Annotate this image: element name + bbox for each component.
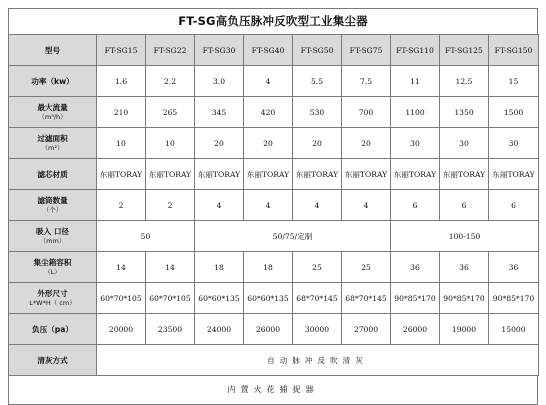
row-label-cleaning [9, 345, 97, 376]
row-label-pressure [9, 314, 97, 345]
table-cell: 1.6 [97, 66, 146, 97]
table-cell: 15 [489, 66, 539, 97]
table-cell: 100-150 [391, 221, 539, 252]
table-cell: 14 [97, 252, 146, 283]
table-cell: 4 [244, 66, 293, 97]
table-cell: 2.2 [146, 66, 195, 97]
label-text: 最大流量 [37, 103, 68, 112]
table-cell: 25 [293, 252, 342, 283]
spec-sheet [8, 8, 538, 405]
table-cell: 6 [391, 190, 440, 221]
table-cell: 20 [342, 128, 391, 159]
table-cell: FT-SG40 [244, 35, 293, 66]
table-cell: 27000 [342, 314, 391, 345]
table-cell: 15000 [489, 314, 539, 345]
label-text: 负压（pa） [32, 324, 73, 334]
table-cell: 2 [146, 190, 195, 221]
table-cell: 50 [97, 221, 195, 252]
table-row-flow [9, 97, 539, 128]
table-cell: 东丽TORAY [195, 159, 244, 190]
table-cell: FT-SG50 [293, 35, 342, 66]
table-cell: 14 [146, 252, 195, 283]
table-cell: 36 [489, 252, 539, 283]
table-cell: 4 [293, 190, 342, 221]
label-unit: （L） [44, 268, 61, 276]
table-cell: FT-SG75 [342, 35, 391, 66]
table-cell: 30 [440, 128, 489, 159]
table-row-filter-count [9, 190, 539, 221]
table-cell: 18 [195, 252, 244, 283]
table-cell: 18 [244, 252, 293, 283]
label-text: 滤筒数量 [37, 196, 68, 205]
label-unit: （m²） [41, 144, 64, 152]
table-cell: 4 [244, 190, 293, 221]
table-cell: 265 [146, 97, 195, 128]
table-row-filter-area [9, 128, 539, 159]
table-cell: FT-SG150 [489, 35, 539, 66]
table-cell: 68*70*145 [293, 283, 342, 314]
table-cell: 11 [391, 66, 440, 97]
row-label-flow [9, 97, 97, 128]
table-cell: 90*85*170 [489, 283, 539, 314]
table-cell: 10 [146, 128, 195, 159]
table-cell: FT-SG30 [195, 35, 244, 66]
table-cell: 36 [391, 252, 440, 283]
label-text: 集尘箱容积 [33, 258, 72, 267]
label-text: 外形尺寸 [37, 289, 68, 298]
footer-note: 内置火花捕捉器 [8, 376, 538, 405]
row-label-inlet [9, 221, 97, 252]
label-text: 吸入 口径 [35, 227, 70, 236]
table-cell: 东丽TORAY [342, 159, 391, 190]
table-cell: 60*70*105 [97, 283, 146, 314]
table-cell: 1500 [489, 97, 539, 128]
table-cell: 东丽TORAY [293, 159, 342, 190]
label-text: 功率（kw） [31, 76, 74, 86]
table-cell: 东丽TORAY [440, 159, 489, 190]
table-cell: 20 [244, 128, 293, 159]
table-cell: 30 [391, 128, 440, 159]
table-cell: FT-SG125 [440, 35, 489, 66]
table-cell: FT-SG15 [97, 35, 146, 66]
label-unit: L*W*H（ cm） [29, 299, 76, 307]
table-cell: FT-SG110 [391, 35, 440, 66]
table-row-cleaning [9, 345, 539, 376]
table-cell: 1350 [440, 97, 489, 128]
table-cell: 60*60*135 [244, 283, 293, 314]
row-label-filter-count [9, 190, 97, 221]
row-label-model [9, 35, 97, 66]
table-cell: 30000 [293, 314, 342, 345]
table-cell: 5.5 [293, 66, 342, 97]
table-cell: 26000 [391, 314, 440, 345]
row-label-bin [9, 252, 97, 283]
table-cell: 4 [342, 190, 391, 221]
table-cell: 530 [293, 97, 342, 128]
table-cell: 420 [244, 97, 293, 128]
table-cell: 1100 [391, 97, 440, 128]
label-text: 型号 [44, 45, 61, 55]
label-text: 滤芯材质 [37, 169, 68, 179]
label-text: 清灰方式 [37, 355, 68, 365]
row-label-filter-material [9, 159, 97, 190]
table-cell: 68*70*145 [342, 283, 391, 314]
table-row-pressure [9, 314, 539, 345]
table-cell: 26000 [244, 314, 293, 345]
label-unit: （m³/h） [38, 113, 67, 121]
table-row-filter-material [9, 159, 539, 190]
row-label-power [9, 66, 97, 97]
table-cell: 10 [97, 128, 146, 159]
table-cell: 4 [195, 190, 244, 221]
table-cell: 50/75/定制 [195, 221, 391, 252]
table-cell: 20 [293, 128, 342, 159]
table-cell: 自动脉冲反吹清灰 [97, 345, 539, 376]
table-row-size [9, 283, 539, 314]
table-cell: 25 [342, 252, 391, 283]
table-cell: 19000 [440, 314, 489, 345]
table-cell: 6 [440, 190, 489, 221]
table-row-model [9, 35, 539, 66]
table-cell: 12.5 [440, 66, 489, 97]
table-cell: 20 [195, 128, 244, 159]
table-cell: 东丽TORAY [391, 159, 440, 190]
table-cell: 345 [195, 97, 244, 128]
table-cell: 东丽TORAY [489, 159, 539, 190]
table-cell: 3.0 [195, 66, 244, 97]
table-cell: 90*85*170 [391, 283, 440, 314]
table-cell: 20000 [97, 314, 146, 345]
table-cell: FT-SG22 [146, 35, 195, 66]
table-cell: 700 [342, 97, 391, 128]
spec-table [8, 34, 539, 376]
table-cell: 90*85*170 [440, 283, 489, 314]
table-cell: 东丽TORAY [146, 159, 195, 190]
label-unit: （个） [42, 206, 63, 214]
table-row-bin [9, 252, 539, 283]
table-cell: 东丽TORAY [97, 159, 146, 190]
row-label-filter-area [9, 128, 97, 159]
label-unit: （mm） [39, 237, 66, 245]
table-cell: 60*70*105 [146, 283, 195, 314]
table-cell: 210 [97, 97, 146, 128]
label-text: 过滤面积 [37, 134, 68, 143]
table-cell: 30 [489, 128, 539, 159]
table-cell: 60*60*135 [195, 283, 244, 314]
table-cell: 7.5 [342, 66, 391, 97]
page-title: FT-SG高负压脉冲反吹型工业集尘器 [8, 8, 538, 34]
table-cell: 36 [440, 252, 489, 283]
table-cell: 东丽TORAY [244, 159, 293, 190]
row-label-size [9, 283, 97, 314]
table-row-inlet [9, 221, 539, 252]
table-cell: 23500 [146, 314, 195, 345]
table-cell: 24000 [195, 314, 244, 345]
table-cell: 6 [489, 190, 539, 221]
table-row-power [9, 66, 539, 97]
table-cell: 2 [97, 190, 146, 221]
